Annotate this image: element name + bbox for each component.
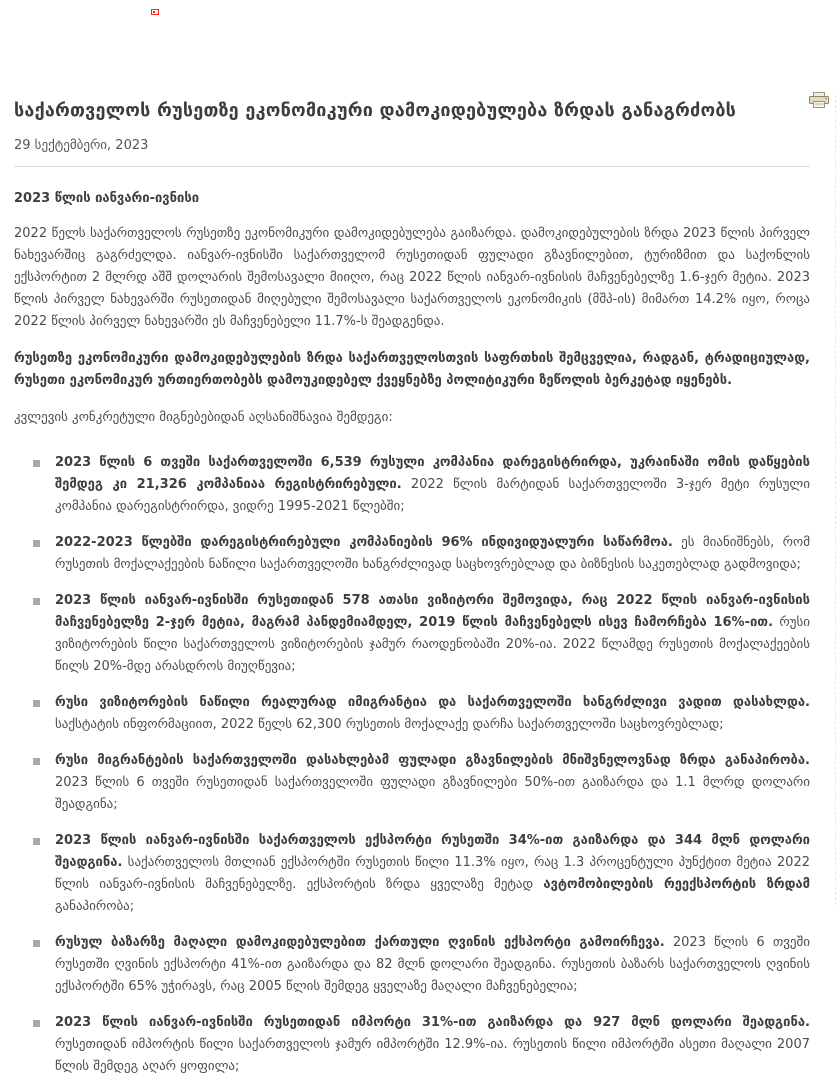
square-bullet-icon [33, 758, 40, 765]
bold-text: 2023 წლის 6 თვეში საქართველოში 6,539 რუსული კომპანია დარეგისტრირდა, უკრაინაში ომის დაწყების შემდეგ კი 21,326 კომპანიაა რეგისტრირებული. [55, 454, 810, 492]
bold-text: 2023 წლის იანვარ-ივნისში რუსეთიდან 578 ათასი ვიზიტორი შემოვიდა, რაც 2022 წლის იანვარ-ივნისის მაჩვენებელზე 2-ჯერ მეტია, მაგრამ პანდემიამდელ, 2019 წლის მაჩვენებელს ისევ ჩამორჩება 16%-ით. [55, 592, 810, 630]
list-item [14, 750, 810, 816]
list-item [14, 532, 810, 576]
list-item-text [55, 830, 810, 918]
article-content [14, 0, 810, 1092]
bold-text: 2022-2023 წლებში დარეგისტრირებული კომპანიების 96% ინდივიდუალური საწარმოა. [55, 534, 673, 550]
square-bullet-icon [33, 940, 40, 947]
bold-text: ავტომობილების რეექსპორტის ზრდამ [543, 876, 810, 892]
body-text: ეს მიანიშნებს, რომ რუსეთის მოქალაქეების ნაწილი საქართველოში ხანგრძლივად საცხოვრებლად და ბიზნესის საკეთებლად გადმოვიდა; [55, 534, 810, 572]
list-item-text [55, 750, 810, 816]
bold-text: რუსი მიგრანტების საქართველოში დასახლებამ ფულადი გზავნილების მნიშვნელოვნად ზრდა განაპირობა. [55, 752, 810, 768]
bold-text: 2023 წლის იანვარ-ივნისში საქართველოს ექსპორტი რუსეთში 34%-ით გაიზარდა და 344 მლნ დოლარი შეადგინა. [55, 832, 810, 870]
paragraph-block [14, 223, 810, 429]
list-item-text [55, 532, 810, 576]
divider [14, 166, 810, 167]
section-heading: 2023 წლის იანვარი-ივნისი [14, 190, 200, 206]
bold-text: რუსულ ბაზარზე მაღალი დამოკიდებულებით ქართული ღვინის ექსპორტი გამოირჩევა. [55, 934, 665, 950]
body-text: 2023 წლის 6 თვეში რუსეთიდან საქართველოში ფულადი გზავნილები 50%-ით გაიზარდა და 1.1 მლრდ დოლარი შეადგინა; [55, 774, 810, 812]
square-bullet-icon [33, 700, 40, 707]
paragraph [14, 223, 810, 333]
list-item [14, 1012, 810, 1078]
square-bullet-icon [33, 540, 40, 547]
body-text: 2022 წლის მარტიდან საქართველოში 3-ჯერ მეტი რუსული კომპანია დარეგისტრირდა, ვიდრე 1995-2021 წლებში; [55, 476, 810, 514]
list-item [14, 590, 810, 678]
page-title: საქართველოს რუსეთზე ეკონომიკური დამოკიდებულება ზრდას განაგრძობს [14, 100, 737, 121]
square-bullet-icon [33, 598, 40, 605]
body-text: საქსტატის ინფორმაციით, 2022 წელს 62,300 რუსეთის მოქალაქე დარჩა საქართველოში საცხოვრებლად; [55, 716, 724, 732]
square-bullet-icon [33, 460, 40, 467]
bold-text: რუსი ვიზიტორების ნაწილი რეალურად იმიგრანტია და საქართველოში ხანგრძლივი ვადით დასახლდა. [55, 694, 810, 710]
bold-text: რუსეთზე ეკონომიკური დამოკიდებულების ზრდა საქართველოსთვის საფრთხის შემცველია, რადგან, ტრადიციულად, რუსეთი ეკონომიკურ ურთიერთობებს დამოუკიდებელ ქვეყნებზე პოლიტიკური ზეწოლის ბერკეტად იყენებს. [14, 350, 810, 388]
list-item-text [55, 1012, 810, 1078]
body-text: 2022 წელს საქართველოს რუსეთზე ეკონომიკური დამოკიდებულება გაიზარდა. დამოკიდებულების ზრდა 2023 წლის პირველ ნახევარშიც გაგრძელდა. იანვარ-ივნისში საქართველომ რუსეთიდან ფულადი გზავნილებით, ტურიზმით და საქონლის ექსპორტით 2 მლრდ აშშ დოლარის შემოსავალი მიიღო, რაც 2022 წლის იანვარ-ივნისის მაჩვენებელზე 1.6-ჯერ მეტია. 2023 წლის პირველ ნახევარში რუსეთიდან მიღებული შემოსავალი საქართველოს ეკონომიკის (მშპ-ის) მიმართ 14.2% იყო, როცა 2022 წლის პირველ ნახევარში ეს მაჩვენებელი 11.7%-ს შეადგენდა. [14, 225, 810, 329]
list-item [14, 932, 810, 998]
paragraph [14, 348, 810, 392]
square-bullet-icon [33, 1020, 40, 1027]
body-text: რუსი ვიზიტორების წილი საქართველოს ვიზიტორების ჯამურ რაოდენობაში 20%-ია. 2022 წლამდე რუსეთის მოქალაქეების წილს 20%-მდე არასდროს მიუღწევია; [55, 614, 810, 674]
list-item-text [55, 932, 810, 998]
body-text: განაპირობა; [55, 898, 135, 914]
bold-text: 2023 წლის იანვარ-ივნისში რუსეთიდან იმპორტი 31%-ით გაიზარდა და 927 მლნ დოლარი შეადგინა. [55, 1014, 810, 1030]
body-text: რუსეთიდან იმპორტის წილი საქართველოს ჯამურ იმპორტში 12.9%-ია. რუსეთის წილი იმპორტში ასეთი მაღალი 2007 წლის შემდეგ აღარ ყოფილა; [55, 1036, 810, 1074]
list-item [14, 452, 810, 518]
list-item-text [55, 590, 810, 678]
list-item-text [55, 452, 810, 518]
list-item-text [55, 692, 810, 736]
paragraph [14, 407, 810, 429]
page-edge-divider [835, 95, 836, 905]
square-bullet-icon [33, 838, 40, 845]
list-item [14, 692, 810, 736]
article-date: 29 სექტემბერი, 2023 [14, 137, 149, 153]
body-text: კვლევის კონკრეტული მიგნებებიდან აღსანიშნავია შემდეგი: [14, 409, 393, 425]
body-text: 2023 წლის 6 თვეში რუსეთში ღვინის ექსპორტი 41%-ით გაიზარდა და 82 მლნ დოლარი შეადგინა. რუსეთის ბაზარს საქართველოს ღვინის ექსპორტში 65% უჭირავს, რაც 2005 წლის შემდეგ ყველაზე მაღალი მაჩვენებელია; [55, 934, 810, 994]
list-item [14, 830, 810, 918]
bullet-list [14, 452, 810, 1078]
body-text: საქართველოს მთლიან ექსპორტში რუსეთის წილი 11.3% იყო, რაც 1.3 პროცენტული პუნქტით მეტია 2022 წლის იანვარ-ივნისის მაჩვენებელზე. ექსპორტის ზრდა ყველაზე მეტად [55, 854, 810, 892]
printer-icon [808, 92, 830, 109]
